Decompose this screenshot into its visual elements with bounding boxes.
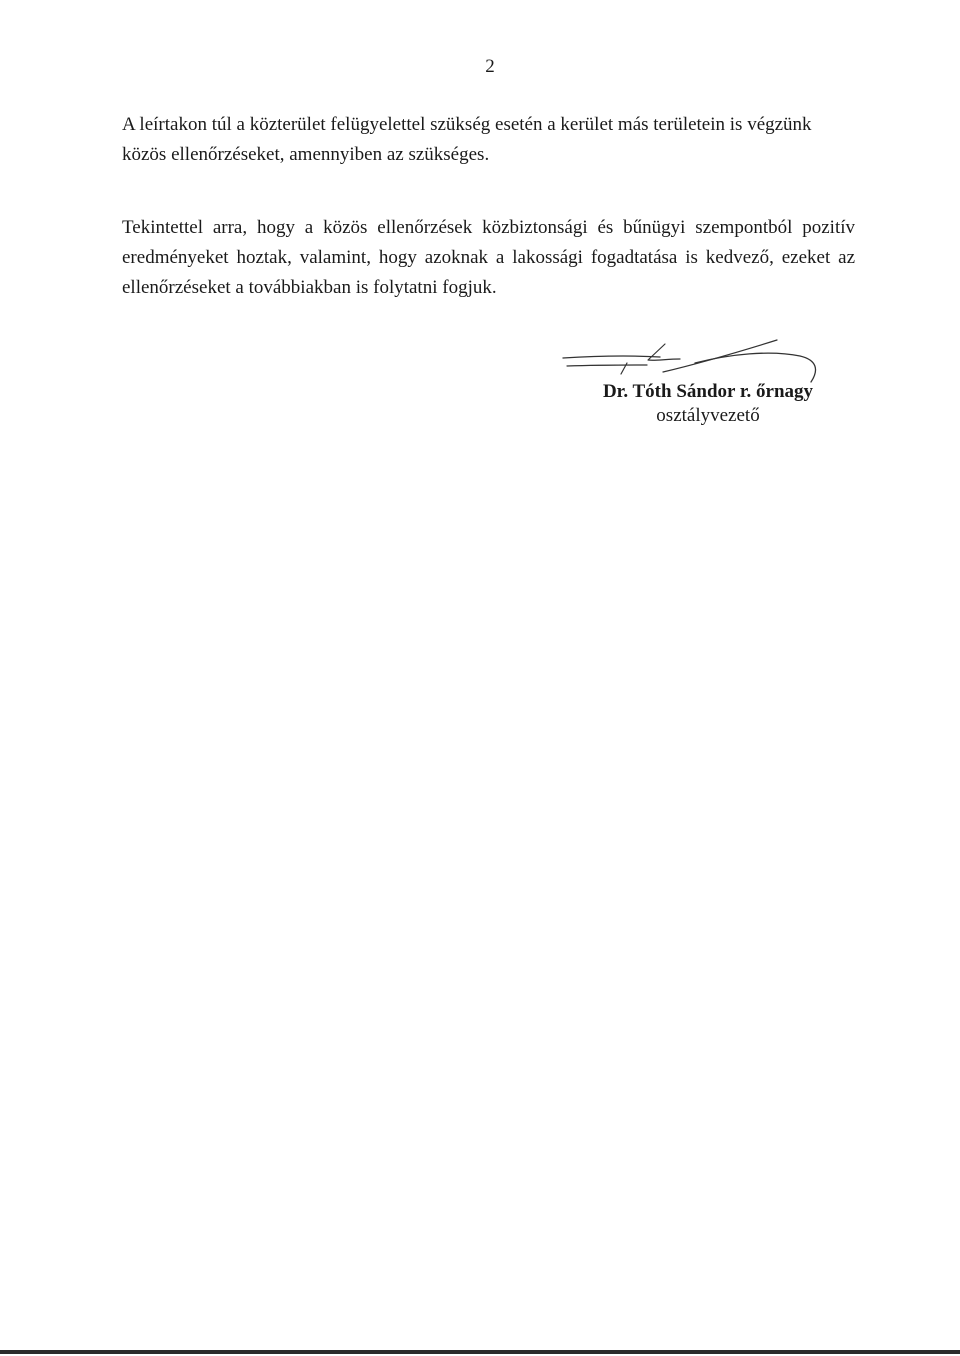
signature-stroke-1 [563, 356, 660, 358]
signer-title: osztályvezető [656, 405, 760, 426]
signature-stroke-5 [663, 340, 777, 372]
signature-stroke-3 [648, 344, 680, 360]
signature-stroke-6 [695, 353, 816, 382]
scan-bottom-edge [0, 1350, 960, 1354]
paragraph-1: A leírtakon túl a közterület felügyelettel szükség esetén a kerület más területein is végzünk közös ellenőrzéseket, amennyiben az szükséges. [122, 114, 812, 165]
signature-stroke-2 [567, 365, 647, 366]
signer-name: Dr. Tóth Sándor r. őrnagy [602, 381, 814, 402]
page-number: 2 [485, 56, 495, 77]
paragraph-2: Tekintettel arra, hogy a közös ellenőrzések közbiztonsági és bűnügyi szempontból pozitív eredményeket hoztak, valamint, hogy azoknak a lakossági fogadtatása is kedvező, ezeket az ellenőrzéseket a továbbiakban is folytatni fogjuk. [122, 217, 855, 298]
